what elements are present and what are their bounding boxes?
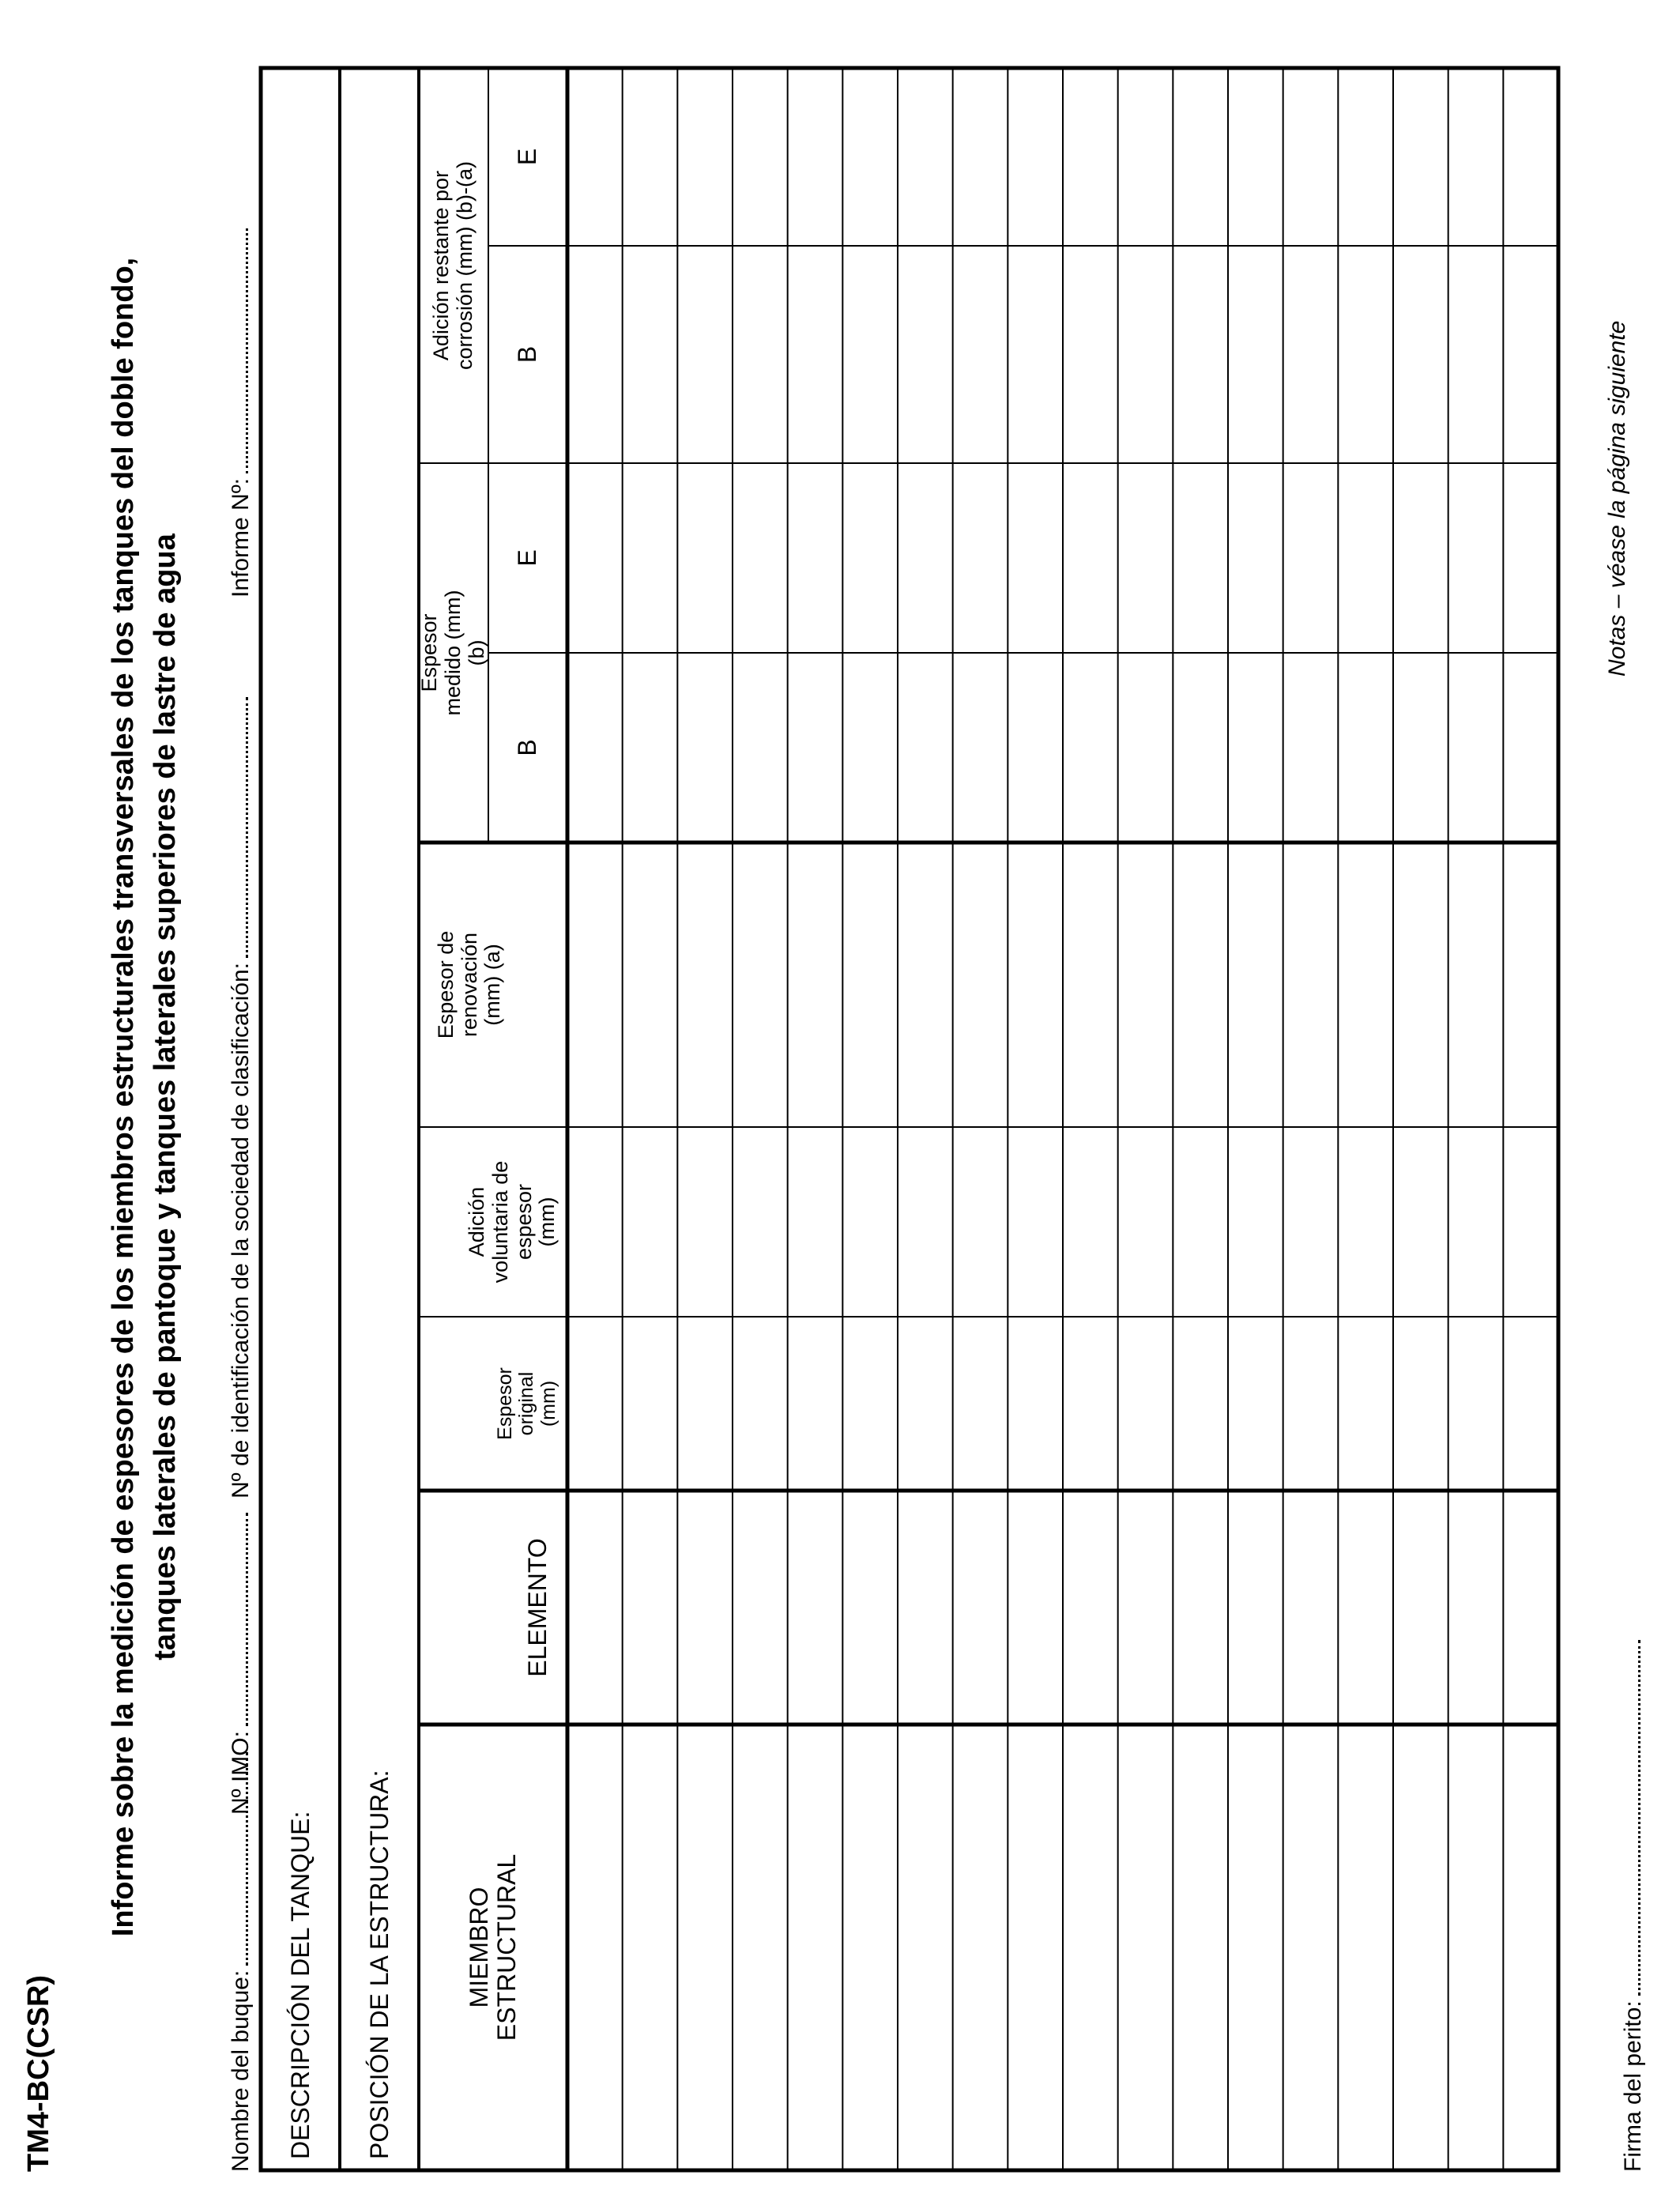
- ship-name-label: Nombre del buque:: [228, 1970, 254, 2172]
- tank-description-label: DESCRIPCIÓN DEL TANQUE:: [286, 1811, 315, 2159]
- report-title-line-2: tanques laterales de pantoque y tanques laterales superiores de lastre de agua: [149, 533, 182, 1661]
- report-no-label: Informe Nº:: [228, 478, 254, 598]
- surveyor-signature-label: Firma del perito:: [1620, 2000, 1646, 2172]
- report-title-line-1: Informe sobre la medición de espesores de los miembros estructurales transversales de los tanques del doble fondo,: [107, 257, 140, 1937]
- header-remaining-corrosion-addition: Adición restante por corrosión (mm) (b)-(a): [429, 161, 477, 371]
- subheader-remaining-e: E: [513, 148, 542, 166]
- header-renewal-thickness: Espesor de renovación (mm) (a): [434, 930, 505, 1039]
- class-id-label: Nº de identificación de la sociedad de clasificación:: [228, 962, 254, 1498]
- notes-reference: Notas – véase la página siguiente: [1604, 320, 1630, 677]
- table-row-lines: [623, 68, 1504, 2170]
- header-element: ELEMENTO: [522, 1538, 552, 1677]
- structure-position-label: POSICIÓN DE LA ESTRUCTURA:: [365, 1770, 394, 2159]
- header-measured-thickness: Espesor medido (mm) (b): [417, 590, 488, 716]
- header-original-thickness: Espesor original (mm): [493, 1367, 559, 1440]
- imo-label: Nº IMO:: [228, 1731, 254, 1815]
- form-code: TM4-BC(CSR): [22, 1974, 55, 2172]
- surveyor-signature-field[interactable]: [1620, 1640, 1647, 2172]
- subheader-remaining-b: B: [513, 345, 542, 364]
- subheader-measured-b: B: [513, 739, 542, 756]
- subheader-measured-e: E: [513, 549, 542, 567]
- surveyor-signature-blank[interactable]: [1621, 1640, 1640, 1996]
- header-voluntary-addition: Adición voluntaria de espesor (mm): [465, 1160, 559, 1284]
- header-structural-member: MIEMBRO ESTRUCTURAL: [464, 1853, 521, 2041]
